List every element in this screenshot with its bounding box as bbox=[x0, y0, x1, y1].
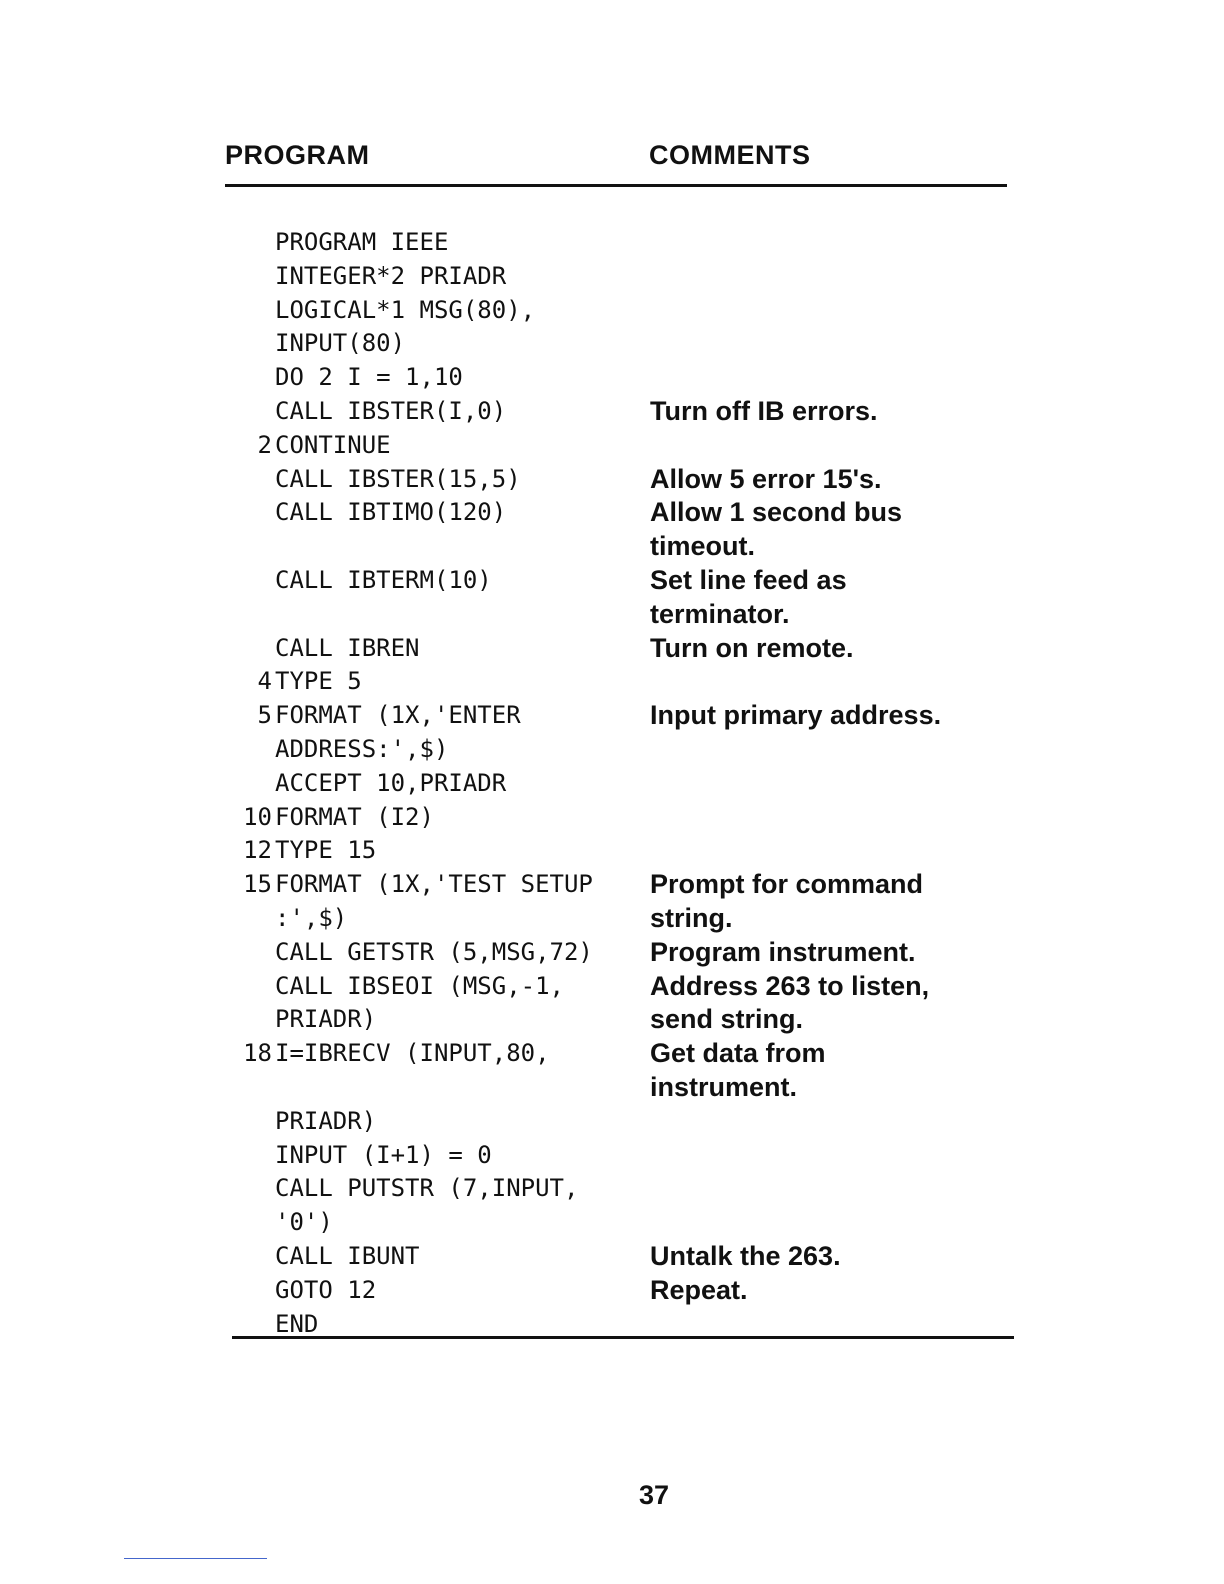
listing-row bbox=[232, 936, 1012, 970]
code-cell bbox=[232, 395, 652, 429]
code-cell bbox=[232, 1105, 652, 1139]
code-line: TYPE 5 bbox=[275, 667, 362, 696]
listing-row bbox=[232, 1003, 1012, 1037]
code-line: INPUT(80) bbox=[275, 329, 406, 358]
statement-label: 10 bbox=[243, 802, 272, 831]
statement-label bbox=[232, 1206, 272, 1240]
comment-text: Program instrument. bbox=[650, 936, 916, 967]
listing-row bbox=[232, 361, 1012, 395]
code-cell bbox=[232, 496, 652, 530]
listing-row bbox=[232, 1071, 1012, 1105]
statement-label bbox=[232, 733, 272, 767]
comment-text: string. bbox=[650, 902, 733, 933]
code-cell bbox=[232, 1037, 652, 1071]
listing-row bbox=[232, 767, 1012, 801]
code-line: FORMAT (I2) bbox=[275, 802, 434, 831]
statement-label: 12 bbox=[243, 836, 272, 865]
code-cell bbox=[232, 699, 652, 733]
statement-label: 5 bbox=[257, 701, 272, 730]
listing-row bbox=[232, 530, 1012, 564]
comment-text: terminator. bbox=[650, 598, 790, 629]
code-cell bbox=[232, 1172, 652, 1206]
code-cell bbox=[232, 970, 652, 1004]
code-cell bbox=[232, 834, 652, 868]
code-line: CONTINUE bbox=[275, 430, 391, 459]
code-line: PRIADR) bbox=[275, 1005, 377, 1034]
bottom-rule bbox=[232, 1336, 1014, 1339]
statement-label bbox=[232, 564, 272, 598]
statement-label bbox=[232, 970, 272, 1004]
code-line: CALL IBUNT bbox=[275, 1241, 420, 1270]
listing-row bbox=[232, 1274, 1012, 1308]
comment-text: instrument. bbox=[650, 1071, 798, 1102]
code-line: CALL IBREN bbox=[275, 633, 420, 662]
listing-row bbox=[232, 429, 1012, 463]
code-cell bbox=[232, 294, 652, 328]
comment-text: Allow 1 second bus bbox=[650, 497, 903, 528]
program-listing bbox=[232, 226, 1012, 1341]
code-cell bbox=[232, 1206, 652, 1240]
listing-row bbox=[232, 294, 1012, 328]
listing-row bbox=[232, 1172, 1012, 1206]
comment-text: timeout. bbox=[650, 531, 755, 562]
listing-row bbox=[232, 733, 1012, 767]
listing-row bbox=[232, 226, 1012, 260]
comment-text: Address 263 to listen, bbox=[650, 970, 930, 1001]
column-header bbox=[225, 140, 1007, 187]
listing-row bbox=[232, 665, 1012, 699]
listing-row bbox=[232, 564, 1012, 598]
statement-label bbox=[232, 1139, 272, 1173]
statement-label bbox=[232, 294, 272, 328]
code-line: '0') bbox=[275, 1208, 333, 1237]
code-cell bbox=[232, 665, 652, 699]
listing-row bbox=[232, 327, 1012, 361]
code-cell bbox=[232, 260, 652, 294]
code-line: LOGICAL*1 MSG(80), bbox=[275, 295, 536, 324]
code-line: END bbox=[275, 1309, 319, 1338]
code-line: CALL IBTIMO(120) bbox=[275, 498, 507, 527]
listing-row bbox=[232, 902, 1012, 936]
comment-text: Untalk the 263. bbox=[650, 1240, 841, 1271]
code-line: PROGRAM IEEE bbox=[275, 228, 449, 256]
statement-label bbox=[232, 1003, 272, 1037]
listing-row bbox=[232, 868, 1012, 902]
code-line: GOTO 12 bbox=[275, 1275, 377, 1304]
statement-label bbox=[232, 226, 272, 260]
code-cell bbox=[232, 1003, 652, 1037]
statement-label: 18 bbox=[243, 1039, 272, 1068]
comment-text: Turn on remote. bbox=[650, 632, 854, 663]
listing-row bbox=[232, 598, 1012, 632]
statement-label bbox=[232, 260, 272, 294]
statement-label: 15 bbox=[243, 870, 272, 899]
listing-row bbox=[232, 1105, 1012, 1139]
statement-label bbox=[232, 496, 272, 530]
statement-label bbox=[232, 767, 272, 801]
comment-text: send string. bbox=[650, 1004, 804, 1035]
code-cell bbox=[232, 936, 652, 970]
statement-label: 2 bbox=[257, 430, 272, 459]
comment-text: Get data from bbox=[650, 1038, 826, 1069]
listing-row bbox=[232, 632, 1012, 666]
comment-text: Allow 5 error 15's. bbox=[650, 463, 882, 494]
code-cell bbox=[232, 361, 652, 395]
code-cell bbox=[232, 868, 652, 902]
code-cell bbox=[232, 226, 652, 260]
code-cell bbox=[232, 429, 652, 463]
listing-row bbox=[232, 463, 1012, 497]
scan-artifact-line bbox=[124, 1558, 267, 1559]
code-line: CALL IBSEOI (MSG,-1, bbox=[275, 971, 564, 1000]
code-line: CALL GETSTR (5,MSG,72) bbox=[275, 937, 593, 966]
code-line: ACCEPT 10,PRIADR bbox=[275, 768, 507, 797]
comment-text: Set line feed as bbox=[650, 564, 847, 595]
listing-row bbox=[232, 699, 1012, 733]
code-cell bbox=[232, 1139, 652, 1173]
statement-label bbox=[232, 1274, 272, 1308]
statement-label: 4 bbox=[257, 667, 272, 696]
statement-label bbox=[232, 395, 272, 429]
code-line: PRIADR) bbox=[275, 1106, 377, 1135]
statement-label bbox=[232, 361, 272, 395]
comment-text: Prompt for command bbox=[650, 869, 924, 900]
listing-row bbox=[232, 1206, 1012, 1240]
code-line: DO 2 I = 1,10 bbox=[275, 363, 463, 392]
statement-label bbox=[232, 902, 272, 936]
statement-label bbox=[232, 327, 272, 361]
statement-label bbox=[232, 632, 272, 666]
code-cell bbox=[232, 564, 652, 598]
statement-label bbox=[232, 1105, 272, 1139]
listing-row bbox=[232, 260, 1012, 294]
code-cell bbox=[232, 801, 652, 835]
code-line: TYPE 15 bbox=[275, 836, 377, 865]
code-line: :',$) bbox=[275, 903, 348, 932]
code-line: ADDRESS:',$) bbox=[275, 734, 449, 763]
code-line: CALL IBSTER(15,5) bbox=[275, 464, 521, 493]
code-line: FORMAT (1X,'TEST SETUP bbox=[275, 870, 593, 899]
code-line: CALL IBTERM(10) bbox=[275, 565, 492, 594]
statement-label bbox=[232, 1172, 272, 1206]
statement-label bbox=[232, 463, 272, 497]
page-number: 37 bbox=[638, 1480, 670, 1510]
comment-text: Repeat. bbox=[650, 1274, 748, 1305]
comment-text: Input primary address. bbox=[650, 700, 942, 731]
code-line: I=IBRECV (INPUT,80, bbox=[275, 1039, 550, 1068]
code-cell bbox=[232, 463, 652, 497]
comment-text: Turn off IB errors. bbox=[650, 395, 878, 426]
listing-row bbox=[232, 834, 1012, 868]
code-cell bbox=[232, 902, 652, 936]
listing-row bbox=[232, 1037, 1012, 1071]
code-line: FORMAT (1X,'ENTER bbox=[275, 701, 521, 730]
program-column-title: PROGRAM bbox=[225, 140, 370, 170]
listing-row bbox=[232, 1240, 1012, 1274]
statement-label bbox=[232, 936, 272, 970]
listing-row bbox=[232, 1139, 1012, 1173]
code-cell bbox=[232, 733, 652, 767]
listing-row bbox=[232, 395, 1012, 429]
code-cell bbox=[232, 1274, 652, 1308]
statement-label bbox=[232, 1240, 272, 1274]
listing-row bbox=[232, 496, 1012, 530]
listing-row bbox=[232, 970, 1012, 1004]
code-cell bbox=[232, 327, 652, 361]
code-line: INTEGER*2 PRIADR bbox=[275, 261, 507, 290]
code-line: CALL IBSTER(I,0) bbox=[275, 396, 507, 425]
code-cell bbox=[232, 632, 652, 666]
comments-column-title: COMMENTS bbox=[649, 140, 811, 170]
code-cell bbox=[232, 1240, 652, 1274]
code-line: CALL PUTSTR (7,INPUT, bbox=[275, 1174, 579, 1203]
listing-row bbox=[232, 801, 1012, 835]
code-line: INPUT (I+1) = 0 bbox=[275, 1140, 492, 1169]
code-cell bbox=[232, 767, 652, 801]
